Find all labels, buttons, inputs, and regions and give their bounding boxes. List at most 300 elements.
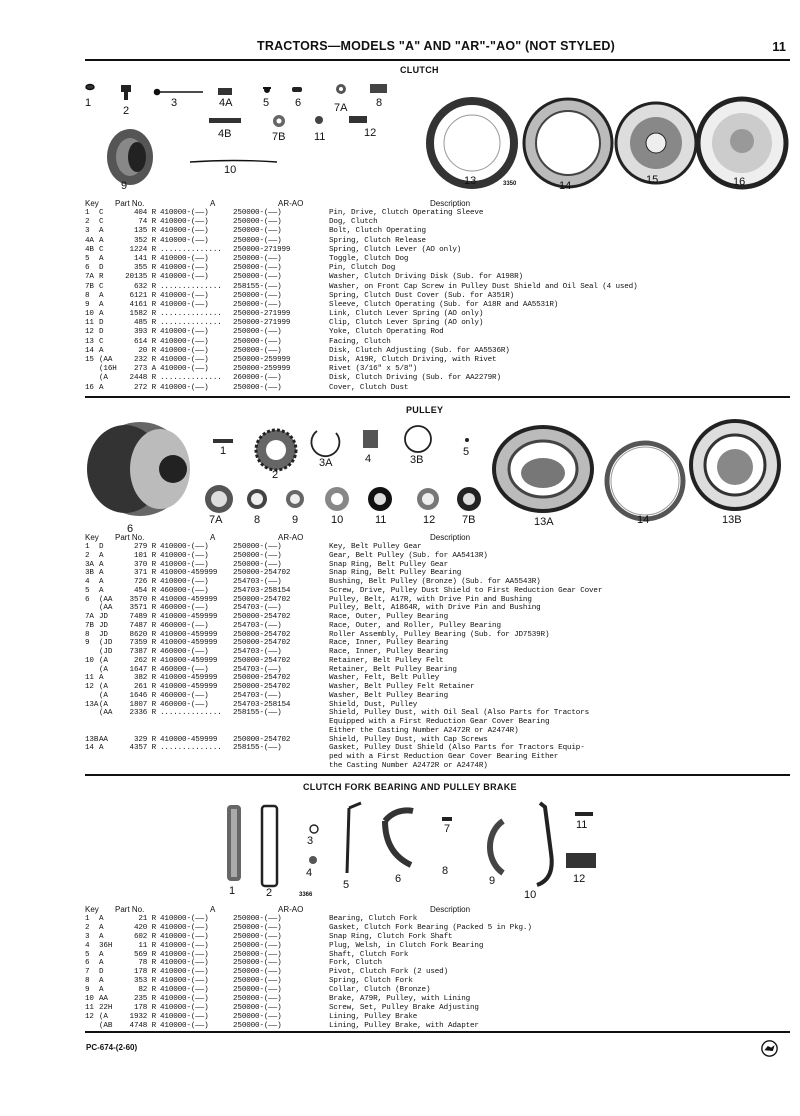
clutch-parts-drawing (85, 75, 790, 200)
row-description: Bushing, Belt Pulley (Bronze) (Sub. for AA5543R) (329, 578, 541, 586)
row-prefix: JD (99, 621, 108, 630)
brake-part-2 (262, 806, 277, 886)
row-key: 14 (85, 744, 94, 753)
parts-row (85, 604, 790, 613)
pulley-part-6 (87, 422, 190, 516)
row-part-number: 485 R (133, 319, 156, 328)
catalog-code: PC-674-(2-60) (86, 1043, 138, 1052)
row-part-number: 1932 R (129, 1012, 156, 1021)
parts-row (85, 338, 790, 347)
row-serial-ar-ao: 250000-254702 (233, 595, 291, 604)
header-rule (85, 59, 790, 61)
row-description: Sleeve, Clutch Operating (Sub. for A18R and AA5531R) (329, 300, 559, 309)
clutch-part-15 (616, 103, 696, 183)
row-serial-ar-ao: 250000-(——) (233, 1021, 282, 1030)
fig-label: 1 (85, 97, 92, 109)
parts-row (85, 1013, 790, 1022)
parts-row (85, 246, 790, 255)
john-deere-logo-icon (761, 1040, 778, 1057)
row-prefix: A (99, 586, 104, 595)
row-serial-ar-ao: 250000-254702 (233, 630, 291, 639)
row-serial-ar-ao: 250000-(——) (233, 1003, 282, 1012)
row-serial-a: 460000-(——) (160, 648, 209, 656)
fig-label: 12 (364, 127, 377, 139)
row-description: Spring, Clutch Release (329, 236, 426, 245)
row-part-number: 4357 R (129, 744, 156, 753)
row-serial-ar-ao: 250000-(——) (233, 346, 282, 355)
row-prefix: C (99, 282, 104, 291)
row-key: 13 (85, 337, 94, 346)
row-part-number: 74 R (138, 218, 156, 227)
row-serial-ar-ao: 250000-271999 (233, 319, 291, 328)
parts-row (85, 753, 790, 762)
pulley-part-4 (363, 430, 378, 448)
row-prefix: AA (99, 735, 108, 744)
parts-list-header (85, 905, 790, 915)
row-part-number: 602 R (133, 932, 156, 941)
row-key: 7A (85, 273, 94, 282)
fig-label: 5 (263, 97, 270, 109)
row-part-number: 3570 R (129, 595, 156, 604)
row-part-number: 2336 R (129, 709, 156, 718)
row-part-number: 273 A (133, 365, 156, 374)
row-prefix: D (99, 264, 104, 273)
row-part-number: 404 R (133, 209, 156, 217)
row-description: Washer, Belt Pulley Bearing (329, 691, 448, 700)
parts-row (85, 237, 790, 246)
row-serial-a: 460000-(——) (160, 691, 209, 700)
row-prefix: A (99, 986, 104, 995)
row-part-number: 1646 R (129, 691, 156, 700)
row-part-number: 11 R (138, 941, 156, 950)
row-prefix: A (99, 932, 104, 941)
row-prefix: D (99, 543, 104, 551)
row-key: 1 (85, 209, 90, 217)
clutch-part-7b (273, 115, 285, 127)
parts-row (85, 915, 790, 924)
row-prefix: (JD (99, 639, 113, 648)
fig-label: 14 (559, 180, 572, 192)
row-prefix: A (99, 227, 104, 236)
row-serial-ar-ao: 250000-259999 (233, 365, 291, 374)
pulley-part-5 (465, 438, 469, 442)
row-part-number: 20135 R (125, 273, 156, 282)
clutch-part-2 (121, 85, 131, 100)
clutch-part-1 (86, 85, 94, 90)
row-part-number: 353 R (133, 977, 156, 986)
pulley-part-9 (286, 490, 304, 508)
row-key: 11 (85, 319, 94, 328)
fig-label: 7B (272, 131, 286, 143)
row-part-number: 382 R (133, 674, 156, 683)
brake-part-4 (309, 856, 317, 864)
row-serial-ar-ao: 250000-(——) (233, 923, 282, 932)
clutch-part-8 (370, 84, 387, 93)
row-description: Gasket, Clutch Fork Bearing (Packed 5 in Pkg.) (329, 923, 532, 932)
row-prefix: A (99, 744, 104, 753)
row-description: Key, Belt Pulley Gear (329, 543, 422, 551)
row-serial-a: 410000-459999 (160, 639, 218, 648)
fig-label: 6 (127, 523, 134, 535)
parts-row (85, 631, 790, 640)
fig-label: 1 (229, 885, 236, 897)
fig-label: 2 (266, 887, 273, 899)
fig-label: 7A (334, 102, 348, 114)
fig-label: 8 (376, 97, 383, 109)
row-serial-ar-ao: 254703-258154 (233, 586, 291, 595)
row-description: Race, Inner, Pulley Bearing (329, 648, 448, 656)
column-a: A (210, 905, 216, 914)
row-prefix: (AA (99, 356, 113, 364)
row-description: Either the Casting Number A2472R or A2474R) (329, 726, 519, 735)
row-description: Shield, Pulley Dust, with Oil Seal (Also Parts for Tractors (329, 709, 590, 718)
clutch-part-3 (155, 90, 204, 95)
fig-label: 13B (722, 514, 742, 526)
fig-label: 5 (343, 879, 350, 891)
fig-label: 3A (319, 457, 333, 469)
clutch-part-10 (190, 161, 277, 163)
row-prefix: A (99, 300, 104, 309)
pulley-part-1 (213, 439, 233, 443)
row-serial-ar-ao: 250000-(——) (233, 291, 282, 300)
brake-part-11 (575, 812, 593, 816)
row-description: Pivot, Clutch Fork (2 used) (329, 968, 448, 977)
row-serial-a: 410000-(——) (160, 227, 209, 236)
row-serial-ar-ao: 250000-254702 (233, 569, 291, 578)
row-description: Gear, Belt Pulley (Sub. for AA5413R) (329, 551, 488, 560)
row-serial-a: 410000-(——) (160, 291, 209, 300)
row-description: Clip, Clutch Lever Spring (AO only) (329, 319, 484, 328)
parts-row (85, 718, 790, 727)
row-serial-a: 410000-459999 (160, 613, 218, 621)
row-serial-ar-ao: 250000-259999 (233, 356, 291, 364)
row-serial-a: .............. (160, 310, 222, 319)
row-serial-a: 460000-(——) (160, 604, 209, 613)
row-prefix: JD (99, 630, 108, 639)
row-description: Collar, Clutch (Bronze) (329, 986, 431, 995)
parts-row (85, 273, 790, 282)
row-serial-ar-ao: 250000-(——) (233, 328, 282, 337)
fig-label: 8 (254, 514, 261, 526)
row-serial-ar-ao: 250000-254702 (233, 639, 291, 648)
fig-label: 6 (295, 97, 302, 109)
fig-label: 14 (637, 514, 650, 526)
parts-row (85, 255, 790, 264)
row-serial-ar-ao: 250000-(——) (233, 218, 282, 227)
brake-part-6 (385, 810, 413, 865)
row-key: 8 (85, 291, 90, 300)
pulley-part-14 (607, 443, 683, 519)
row-serial-a: 460000-(——) (160, 700, 209, 709)
fig-label: 10 (224, 164, 237, 176)
row-key: 5 (85, 254, 90, 263)
row-serial-ar-ao: 250000-(——) (233, 337, 282, 346)
row-prefix: A (99, 310, 104, 319)
parts-row (85, 1022, 790, 1031)
row-description: Race, Outer, and Roller, Pulley Bearing (329, 621, 501, 630)
row-key: 4A (85, 236, 94, 245)
row-part-number: 279 R (133, 543, 156, 551)
row-key: 4B (85, 245, 94, 254)
row-serial-ar-ao: 250000-(——) (233, 227, 282, 236)
row-description: Gasket, Pulley Dust Shield (Also Parts for Tractors Equip- (329, 744, 585, 753)
row-prefix: (16H (99, 365, 117, 374)
row-part-number: 235 R (133, 995, 156, 1004)
row-part-number: 1224 R (129, 245, 156, 254)
fig-label: 12 (423, 514, 436, 526)
row-part-number: 614 R (133, 337, 156, 346)
fig-label: 10 (331, 514, 344, 526)
parts-row (85, 977, 790, 986)
column-key: Key (85, 199, 99, 208)
row-description: Disk, Clutch Driving (Sub. for AA2279R) (329, 374, 501, 383)
row-serial-ar-ao: 258155-(——) (233, 709, 282, 718)
row-prefix: JD (99, 613, 108, 621)
row-key: 6 (85, 959, 90, 968)
row-description: ped with a First Reduction Gear Cover Bearing Either (329, 753, 559, 761)
column-description: Description (430, 533, 471, 542)
row-serial-ar-ao: 250000-(——) (233, 300, 282, 309)
row-prefix: (AA (99, 604, 113, 613)
row-serial-ar-ao: 250000-(——) (233, 209, 282, 217)
row-prefix: (A (99, 665, 108, 674)
fig-label: 4A (219, 97, 233, 109)
row-description: Rivet (3/16" x 5/8") (329, 365, 418, 374)
parts-row (85, 365, 790, 374)
brake-part-9 (490, 821, 503, 873)
clutch-part-5 (263, 88, 271, 92)
figure-code: 3350 (503, 181, 517, 187)
row-serial-ar-ao: 254703-(——) (233, 648, 282, 656)
row-part-number: 261 R (133, 683, 156, 691)
row-part-number: 352 R (133, 236, 156, 245)
row-part-number: 370 R (133, 560, 156, 569)
row-description: Spring, Clutch Lever (AO only) (329, 245, 462, 254)
row-prefix: (A (99, 656, 108, 665)
row-serial-ar-ao: 250000-254702 (233, 683, 291, 691)
pulley-part-12 (417, 488, 439, 510)
row-serial-a: .............. (160, 709, 222, 718)
row-prefix: C (99, 337, 104, 346)
row-serial-ar-ao: 254703-258154 (233, 700, 291, 709)
pulley-parts-drawing (85, 415, 790, 537)
parts-row (85, 762, 790, 771)
row-part-number: 7359 R (129, 639, 156, 648)
row-part-number: 141 R (133, 254, 156, 263)
pulley-illustration (85, 415, 790, 537)
parts-row (85, 578, 790, 587)
row-prefix: (A (99, 691, 108, 700)
row-part-number: 20 R (138, 346, 156, 355)
parts-row (85, 968, 790, 977)
row-part-number: 21 R (138, 915, 156, 923)
row-part-number: 232 R (133, 356, 156, 364)
row-serial-a: 410000-(——) (160, 1012, 209, 1021)
parts-row (85, 310, 790, 319)
row-key: 16 (85, 383, 94, 392)
row-part-number: 7387 R (129, 648, 156, 656)
row-serial-a: .............. (160, 245, 222, 254)
row-description: Link, Clutch Lever Spring (AO only) (329, 310, 484, 319)
fig-label: 4 (365, 453, 372, 465)
clutch-part-16 (698, 99, 786, 187)
row-serial-a: 410000-459999 (160, 569, 218, 578)
row-serial-a: 410000-(——) (160, 578, 209, 586)
row-serial-ar-ao: 258155-(——) (233, 744, 282, 753)
row-serial-ar-ao: 250000-(——) (233, 986, 282, 995)
row-part-number: 272 R (133, 383, 156, 392)
fig-label: 9 (121, 180, 128, 192)
fig-label: 11 (314, 131, 326, 143)
row-serial-a: 410000-(——) (160, 1003, 209, 1012)
row-key: 10 (85, 310, 94, 319)
row-key: 9 (85, 639, 90, 648)
row-key: 2 (85, 551, 90, 560)
row-description: Facing, Clutch (329, 337, 391, 346)
row-description: Spring, Clutch Dust Cover (Sub. for A351R) (329, 291, 515, 300)
parts-row (85, 924, 790, 933)
parts-row (85, 942, 790, 951)
row-serial-a: 410000-459999 (160, 674, 218, 683)
row-description: Screw, Drive, Pulley Dust Shield to First Reduction Gear Cover (329, 586, 603, 595)
row-serial-a: 410000-(——) (160, 923, 209, 932)
row-part-number: 2448 R (129, 374, 156, 383)
row-key: 9 (85, 300, 90, 309)
brake-parts-list (85, 905, 790, 1031)
row-description: Shaft, Clutch Fork (329, 950, 409, 959)
row-key: 2 (85, 218, 90, 227)
row-serial-a: 410000-(——) (160, 273, 209, 282)
parts-row (85, 1004, 790, 1013)
pulley-part-13a (494, 427, 592, 511)
row-part-number: 3571 R (129, 604, 156, 613)
brake-parts-drawing (85, 793, 790, 905)
parts-row (85, 736, 790, 745)
row-prefix: A (99, 383, 104, 392)
column-key: Key (85, 533, 99, 542)
row-key: 10 (85, 995, 94, 1004)
parts-row (85, 347, 790, 356)
parts-list-header (85, 533, 790, 543)
figure-code: 3366 (299, 892, 313, 898)
row-prefix: D (99, 328, 104, 337)
pulley-parts-list (85, 533, 790, 771)
row-description: Race, Outer, Pulley Bearing (329, 613, 448, 621)
row-key: 15 (85, 356, 94, 364)
row-key: 6 (85, 264, 90, 273)
column-part-no: Part No. (115, 533, 145, 542)
row-part-number: 1807 R (129, 700, 156, 709)
row-prefix: (JD (99, 648, 113, 656)
pulley-part-7b (457, 487, 481, 511)
row-serial-a: 410000-(——) (160, 209, 209, 217)
parts-row (85, 959, 790, 968)
row-description: Washer, Belt Pulley Felt Retainer (329, 683, 475, 691)
row-description: Spring, Clutch Fork (329, 977, 413, 986)
row-part-number: 632 R (133, 282, 156, 291)
row-prefix: A (99, 578, 104, 586)
row-part-number: 4161 R (129, 300, 156, 309)
fig-label: 4B (218, 128, 232, 140)
parts-row (85, 648, 790, 657)
column-a: A (210, 533, 216, 542)
pulley-section-title: PULLEY (406, 405, 444, 415)
row-key: 12 (85, 683, 94, 691)
row-serial-ar-ao: 250000-(——) (233, 1012, 282, 1021)
row-serial-ar-ao: 250000-(——) (233, 995, 282, 1004)
row-description: Pin, Drive, Clutch Operating Sleeve (329, 209, 484, 217)
parts-row (85, 986, 790, 995)
row-serial-a: 410000-(——) (160, 986, 209, 995)
brake-part-1 (227, 805, 241, 881)
pulley-part-3b (405, 426, 431, 452)
row-part-number: 135 R (133, 227, 156, 236)
fig-label: 2 (272, 469, 279, 481)
pulley-part-3a (311, 431, 339, 456)
fig-label: 1 (220, 445, 227, 457)
row-serial-ar-ao: 258155-(——) (233, 282, 282, 291)
row-description: Equipped with a First Reduction Gear Cover Bearing (329, 718, 550, 726)
parts-row (85, 701, 790, 710)
row-key: 6 (85, 595, 90, 604)
clutch-illustration (85, 75, 790, 200)
row-part-number: 7487 R (129, 621, 156, 630)
row-serial-ar-ao: 250000-(——) (233, 551, 282, 560)
row-serial-a: .............. (160, 282, 222, 291)
row-serial-a: 410000-(——) (160, 977, 209, 986)
row-description: Washer, Felt, Belt Pulley (329, 674, 440, 683)
row-key: 13A (85, 700, 99, 709)
parts-row (85, 569, 790, 578)
row-prefix: 22H (99, 1003, 113, 1012)
row-serial-ar-ao: 254703-(——) (233, 665, 282, 674)
row-description: Race, Inner, Pulley Bearing (329, 639, 448, 648)
row-description: Dog, Clutch (329, 218, 378, 227)
row-serial-ar-ao: 250000-(——) (233, 383, 282, 392)
row-serial-a: 410000-(——) (160, 968, 209, 977)
fig-label: 11 (375, 514, 387, 526)
row-prefix: C (99, 218, 104, 227)
row-key: 3A (85, 560, 94, 569)
fig-label: 7A (209, 514, 223, 526)
parts-row (85, 692, 790, 701)
row-description: Shield, Dust, Pulley (329, 700, 418, 709)
row-serial-ar-ao: 250000-(——) (233, 560, 282, 569)
row-prefix: AA (99, 995, 108, 1004)
row-serial-a: 410000-459999 (160, 595, 218, 604)
parts-row (85, 328, 790, 337)
row-prefix: A (99, 915, 104, 923)
pulley-part-7a (205, 485, 233, 513)
footer-rule (85, 1031, 790, 1033)
row-serial-a: 410000-(——) (160, 365, 209, 374)
row-serial-ar-ao: 250000-254702 (233, 674, 291, 683)
row-prefix: C (99, 209, 104, 217)
row-serial-ar-ao: 250000-(——) (233, 950, 282, 959)
row-serial-a: .............. (160, 744, 222, 753)
parts-row (85, 209, 790, 218)
page-title: TRACTORS—MODELS "A" AND "AR"-"AO" (NOT STYLED) (257, 39, 615, 53)
column-ar-ao: AR-AO (278, 905, 304, 914)
row-description: Yoke, Clutch Operating Rod (329, 328, 444, 337)
brake-part-10 (537, 803, 552, 885)
row-serial-ar-ao: 250000-254702 (233, 656, 291, 665)
row-key: 5 (85, 950, 90, 959)
row-part-number: 393 R (133, 328, 156, 337)
row-serial-a: 460000-(——) (160, 621, 209, 630)
fig-label: 11 (576, 819, 588, 831)
fig-label: 3 (307, 835, 314, 847)
